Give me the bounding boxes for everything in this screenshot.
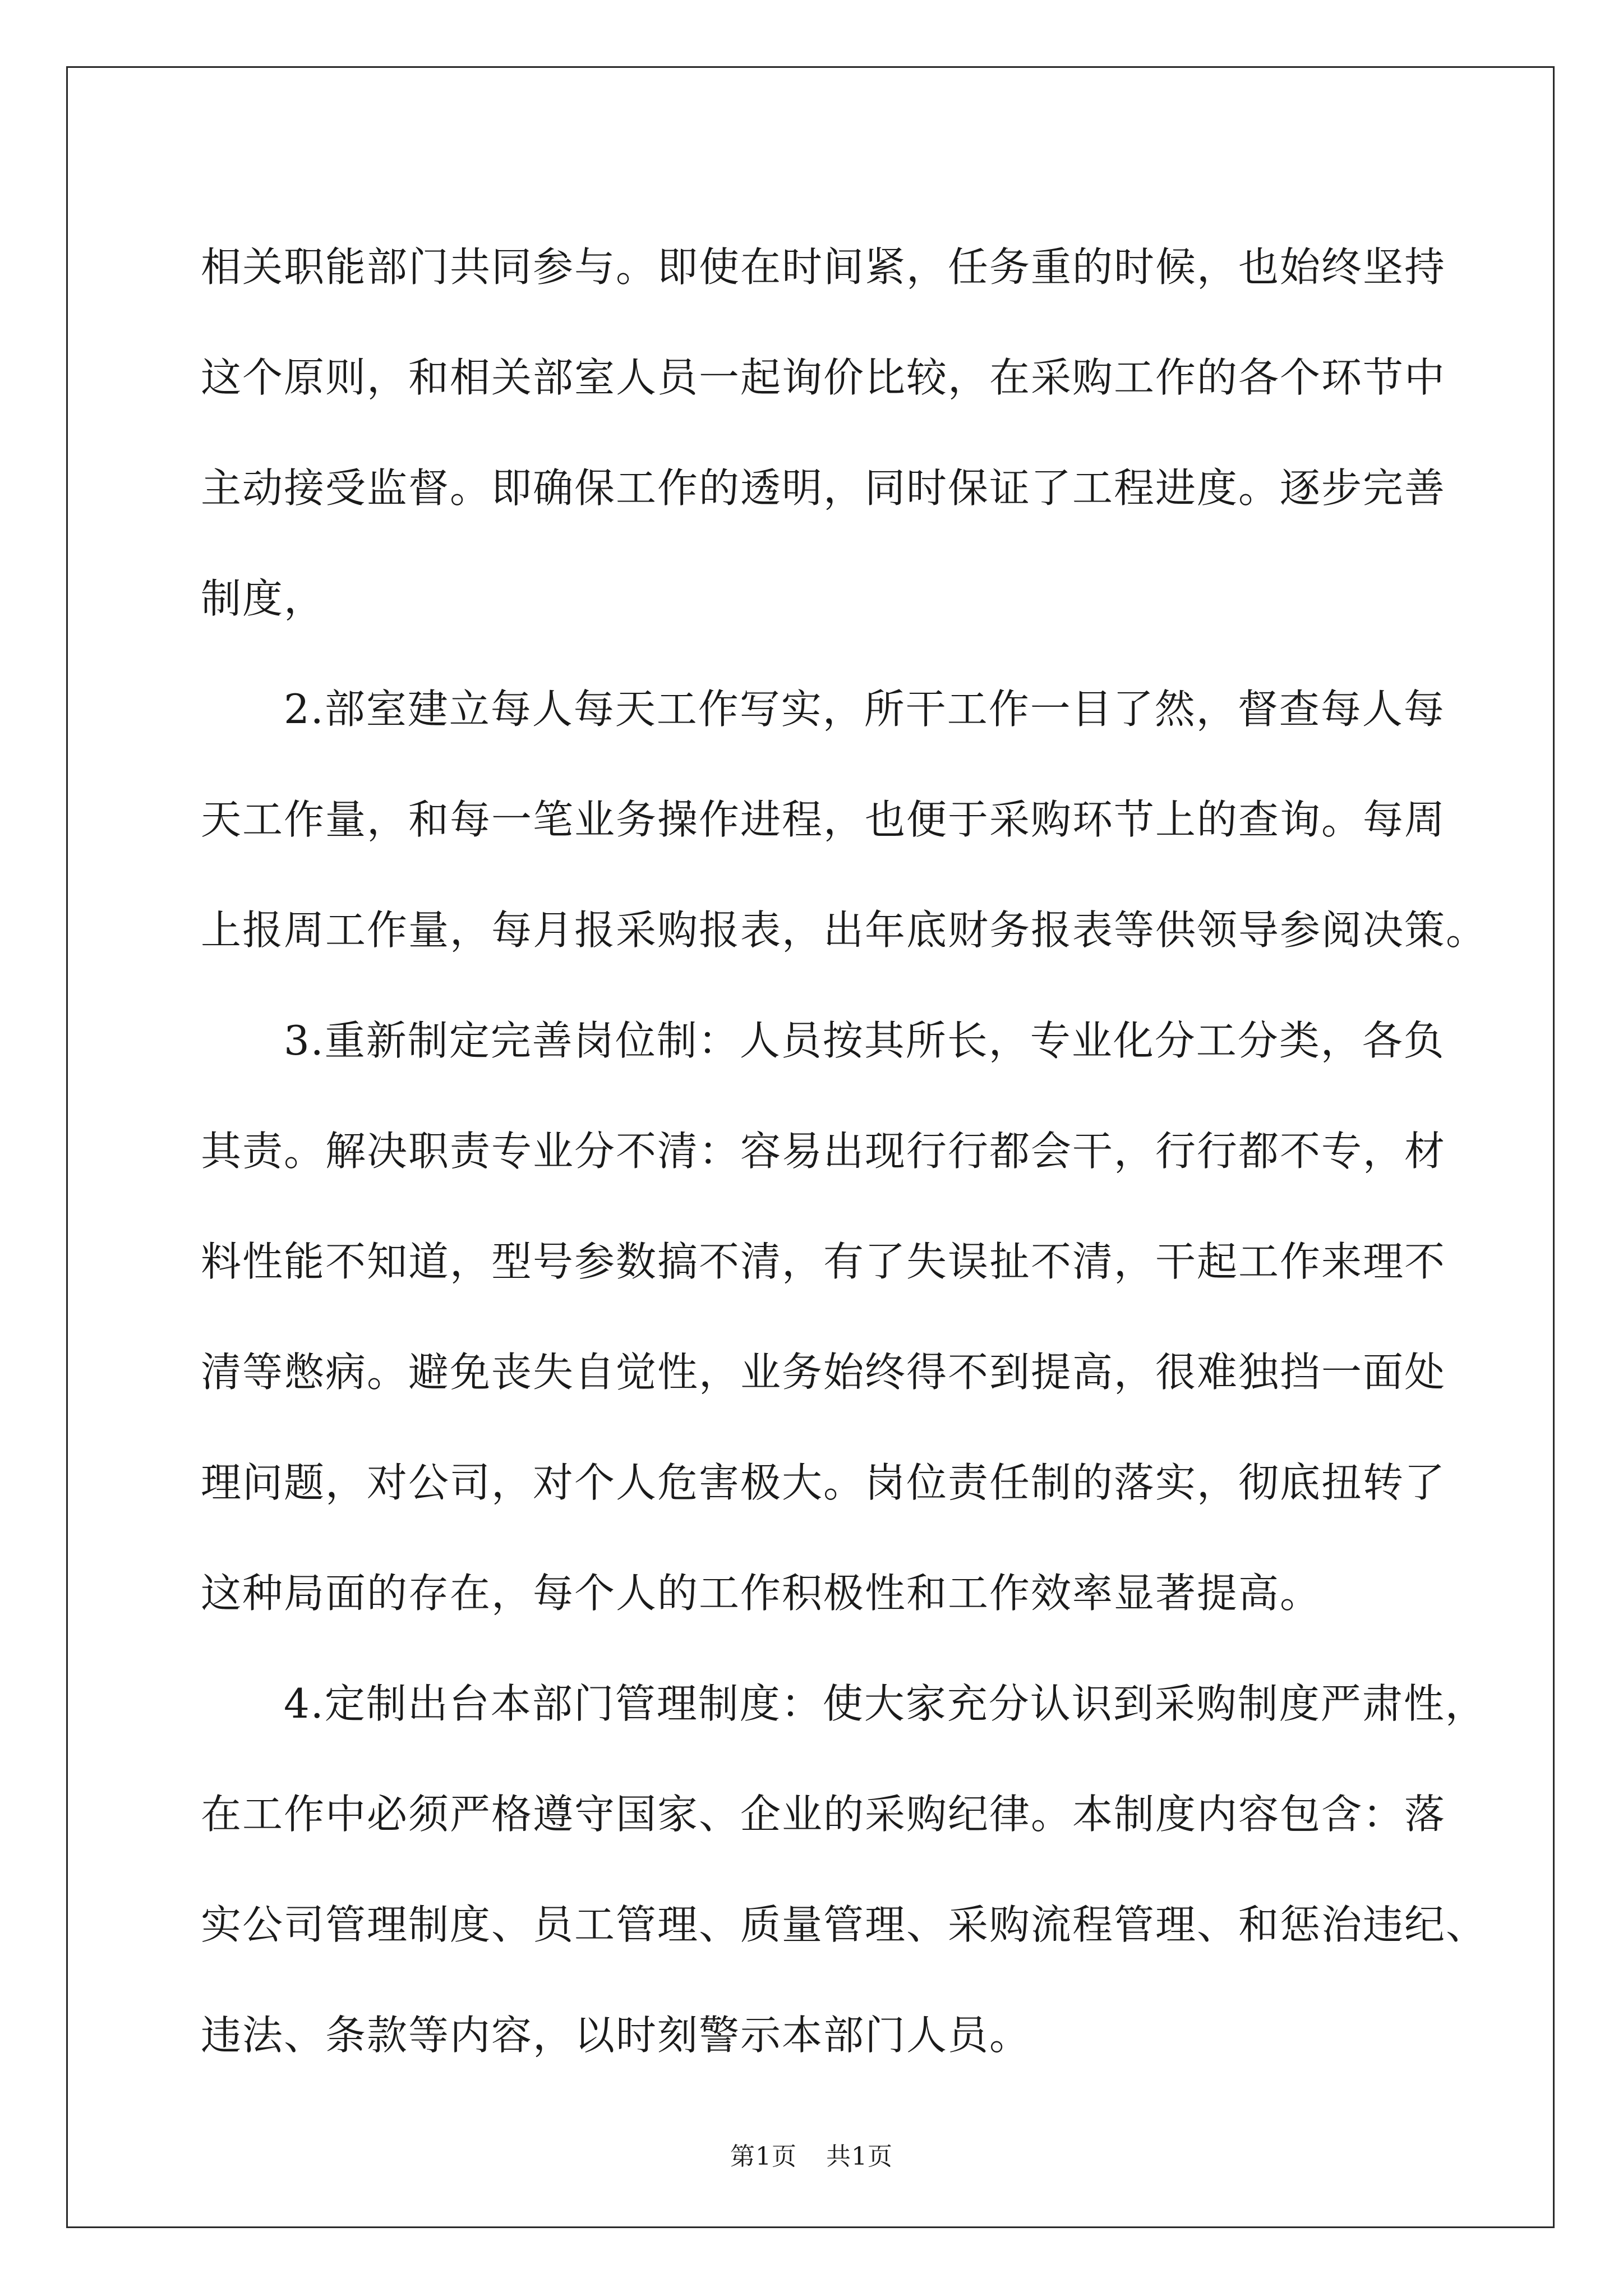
- text-line: 2.部室建立每人每天工作写实，所干工作一目了然，督查每人每: [284, 685, 1445, 733]
- document-body: [201, 212, 1488, 2091]
- text-line: 这个原则，和相关部室人员一起询价比较，在采购工作的各个环节中: [201, 354, 1446, 401]
- text-line: 其责。解决职责专业分不清：容易出现行行都会干，行行都不专，材: [201, 1128, 1446, 1175]
- text-line: 相关职能部门共同参与。即使在时间紧，任务重的时候，也始终坚持: [201, 243, 1446, 291]
- text-line: 清等憋病。避免丧失自觉性，业务始终得不到提高，很难独挡一面处: [201, 1349, 1446, 1396]
- text-line: 违法、条款等内容，以时刻警示本部门人员。: [201, 2012, 1031, 2059]
- text-line: 这种局面的存在，每个人的工作积极性和工作效率显著提高。: [201, 1570, 1322, 1617]
- text-line: 实公司管理制度、员工管理、质量管理、采购流程管理、和惩治违纪、: [201, 1901, 1488, 1948]
- text-line: 料性能不知道，型号参数搞不清，有了失误扯不清，干起工作来理不: [201, 1238, 1446, 1285]
- paragraph-4: [201, 1649, 1488, 2091]
- paragraph-1: [201, 212, 1446, 654]
- text-line: 主动接受监督。即确保工作的透明，同时保证了工程进度。逐步完善: [201, 464, 1446, 512]
- text-line: 上报周工作量，每月报采购报表，出年底财务报表等供领导参阅决策。: [201, 907, 1488, 954]
- text-line: 天工作量，和每一笔业务操作进程，也便于采购环节上的查询。每周: [201, 796, 1446, 843]
- page-total: 共1页: [826, 2142, 893, 2171]
- page-number: 第1页: [730, 2142, 797, 2171]
- text-line: 在工作中必须严格遵守国家、企业的采购纪律。本制度内容包含：落: [201, 1791, 1446, 1838]
- text-line: 理问题，对公司，对个人危害极大。岗位责任制的落实，彻底扭转了: [201, 1459, 1446, 1506]
- paragraph-3: [201, 986, 1446, 1649]
- paragraph-2: [201, 654, 1488, 986]
- text-line: 3.重新制定完善岗位制：人员按其所长，专业化分工分类，各负: [284, 1017, 1445, 1064]
- page-footer: [0, 2136, 1623, 2172]
- text-line: 4.定制出台本部门管理制度：使大家充分认识到采购制度严肃性，: [284, 1680, 1487, 1727]
- text-line: 制度，: [201, 575, 326, 622]
